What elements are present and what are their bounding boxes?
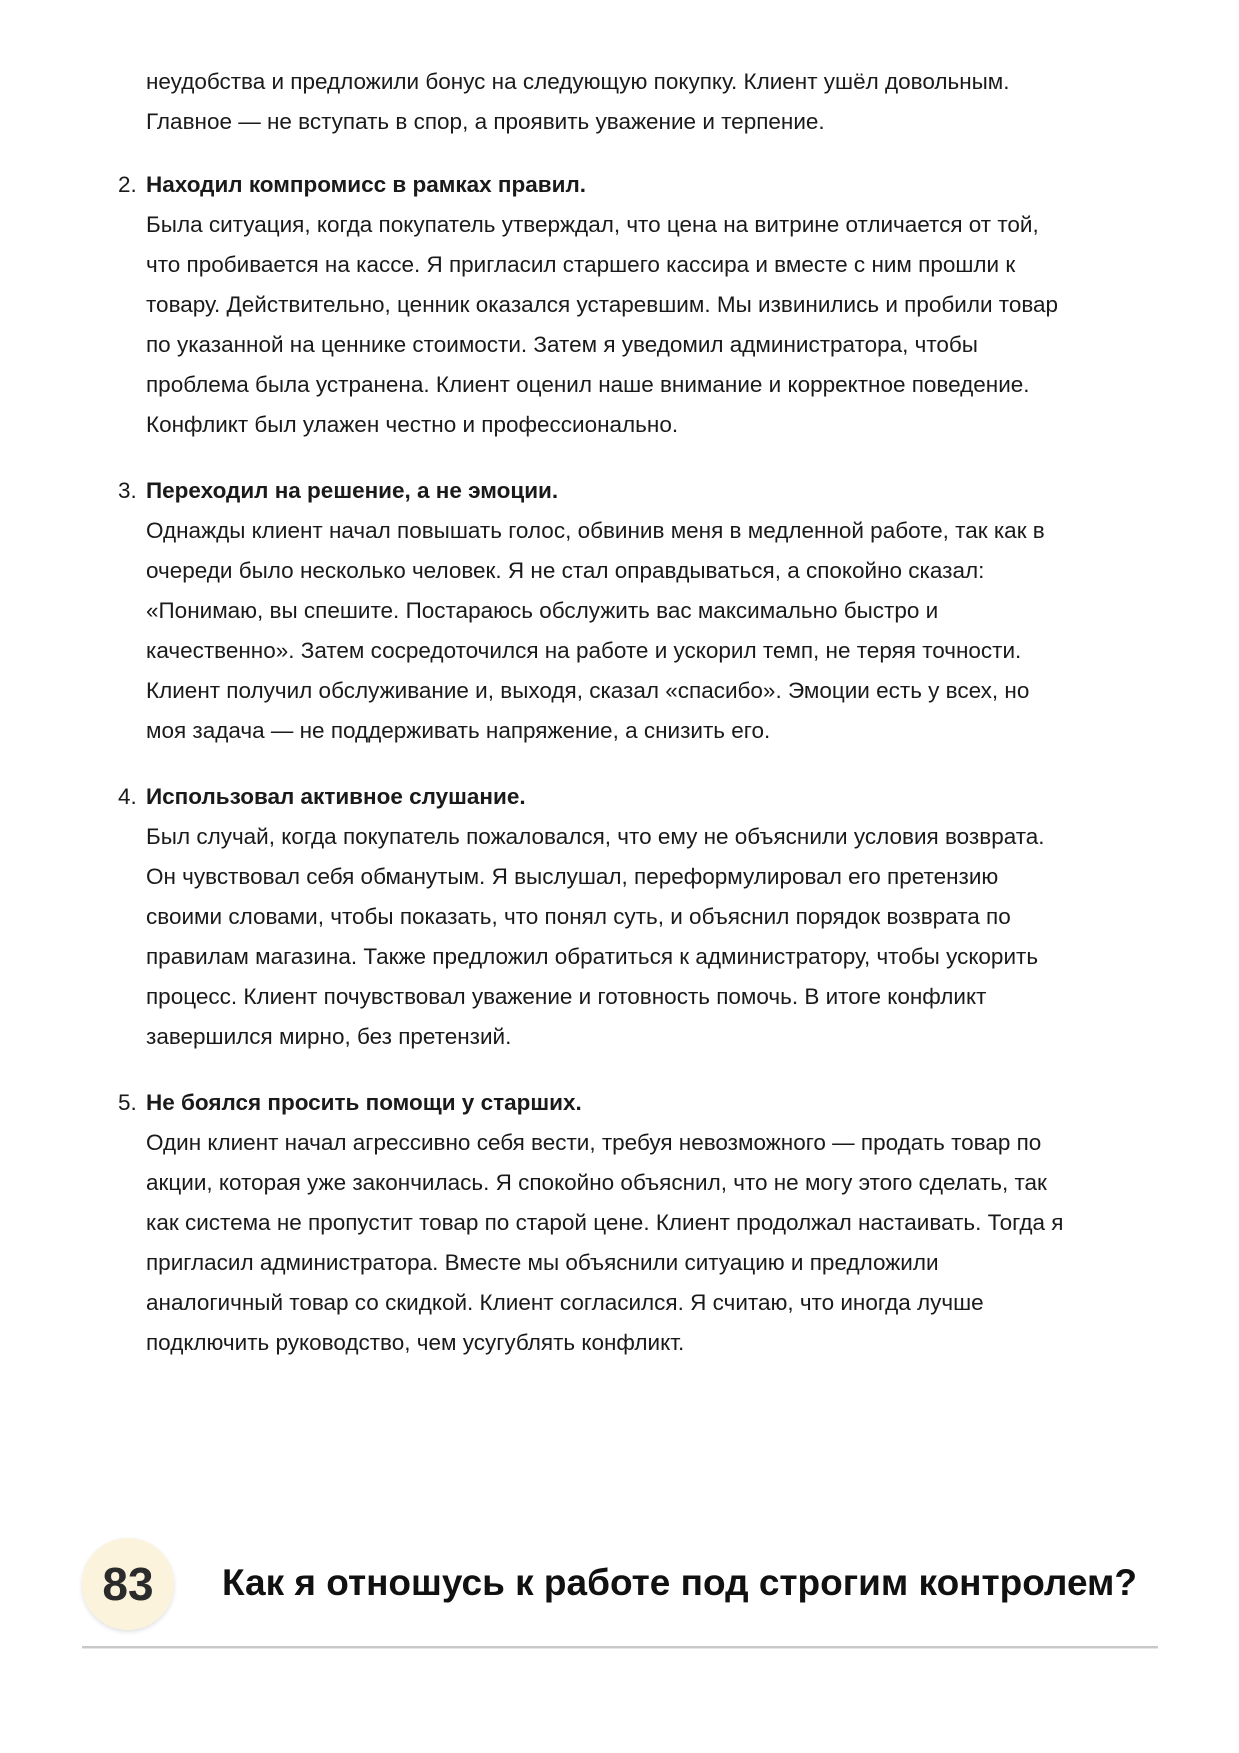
section-header	[82, 1530, 1158, 1648]
list-item-body	[146, 817, 1156, 1057]
body-line: что пробивается на кассе. Я пригласил старшего кассира и вместе с ним прошли к	[146, 252, 1016, 277]
list-item	[118, 471, 1156, 751]
list-item-title: Находил компромисс в рамках правил.	[146, 172, 586, 197]
list-item-number: 3.	[118, 478, 137, 503]
body-line: моя задача — не поддерживать напряжение, а снизить его.	[146, 718, 771, 743]
list-item-title: Переходил на решение, а не эмоции.	[146, 478, 559, 503]
body-line: качественно». Затем сосредоточился на работе и ускорил темп, не теряя точности.	[146, 638, 1022, 663]
list-item-title: Использовал активное слушание.	[146, 784, 526, 809]
body-line: своими словами, чтобы показать, что понял суть, и объяснил порядок возврата по	[146, 904, 1011, 929]
body-line: как система не пропустит товар по старой цене. Клиент продолжал настаивать. Тогда я	[146, 1210, 1064, 1235]
list-item-number: 4.	[118, 784, 137, 809]
numbered-list	[118, 165, 1156, 1389]
list-item-body	[146, 205, 1156, 445]
body-line: Была ситуация, когда покупатель утверждал, что цена на витрине отличается от той,	[146, 212, 1039, 237]
body-line: подключить руководство, чем усугублять конфликт.	[146, 1330, 685, 1355]
body-line: Был случай, когда покупатель пожаловался, что ему не объяснили условия возврата.	[146, 824, 1045, 849]
body-line: пригласил администратора. Вместе мы объяснили ситуацию и предложили	[146, 1250, 939, 1275]
list-item-number: 2.	[118, 172, 137, 197]
list-item-body	[146, 511, 1156, 751]
body-line: товару. Действительно, ценник оказался устаревшим. Мы извинились и пробили товар	[146, 292, 1059, 317]
list-item	[118, 165, 1156, 445]
list-item-number: 5.	[118, 1090, 137, 1115]
body-line: Он чувствовал себя обманутым. Я выслушал, переформулировал его претензию	[146, 864, 999, 889]
section-title: Как я отношусь к работе под строгим контролем?	[222, 1562, 1138, 1603]
body-line: «Понимаю, вы спешите. Постараюсь обслужить вас максимально быстро и	[146, 598, 939, 623]
intro-paragraph	[146, 62, 1156, 142]
intro-line: неудобства и предложили бонус на следующую покупку. Клиент ушёл довольным.	[146, 69, 1010, 94]
body-line: по указанной на ценнике стоимости. Затем я уведомил администратора, чтобы	[146, 332, 978, 357]
body-line: Клиент получил обслуживание и, выходя, сказал «спасибо». Эмоции есть у всех, но	[146, 678, 1030, 703]
question-number-badge: 83	[82, 1538, 174, 1630]
body-line: правилам магазина. Также предложил обратиться к администратору, чтобы ускорить	[146, 944, 1039, 969]
list-item-title: Не боялся просить помощи у старших.	[146, 1090, 582, 1115]
body-line: Однажды клиент начал повышать голос, обвинив меня в медленной работе, так как в	[146, 518, 1045, 543]
intro-line: Главное — не вступать в спор, а проявить уважение и терпение.	[146, 109, 825, 134]
body-line: очереди было несколько человек. Я не стал оправдываться, а спокойно сказал:	[146, 558, 985, 583]
list-item	[118, 777, 1156, 1057]
list-item-body	[146, 1123, 1156, 1363]
body-line: Один клиент начал агрессивно себя вести, требуя невозможного — продать товар по	[146, 1130, 1042, 1155]
list-item	[118, 1083, 1156, 1363]
body-line: завершился мирно, без претензий.	[146, 1024, 512, 1049]
body-line: акции, которая уже закончилась. Я спокойно объяснил, что не могу этого сделать, так	[146, 1170, 1047, 1195]
body-line: аналогичный товар со скидкой. Клиент согласился. Я считаю, что иногда лучше	[146, 1290, 984, 1315]
body-line: Конфликт был улажен честно и профессионально.	[146, 412, 679, 437]
body-line: проблема была устранена. Клиент оценил наше внимание и корректное поведение.	[146, 372, 1030, 397]
body-line: процесс. Клиент почувствовал уважение и готовность помочь. В итоге конфликт	[146, 984, 987, 1009]
